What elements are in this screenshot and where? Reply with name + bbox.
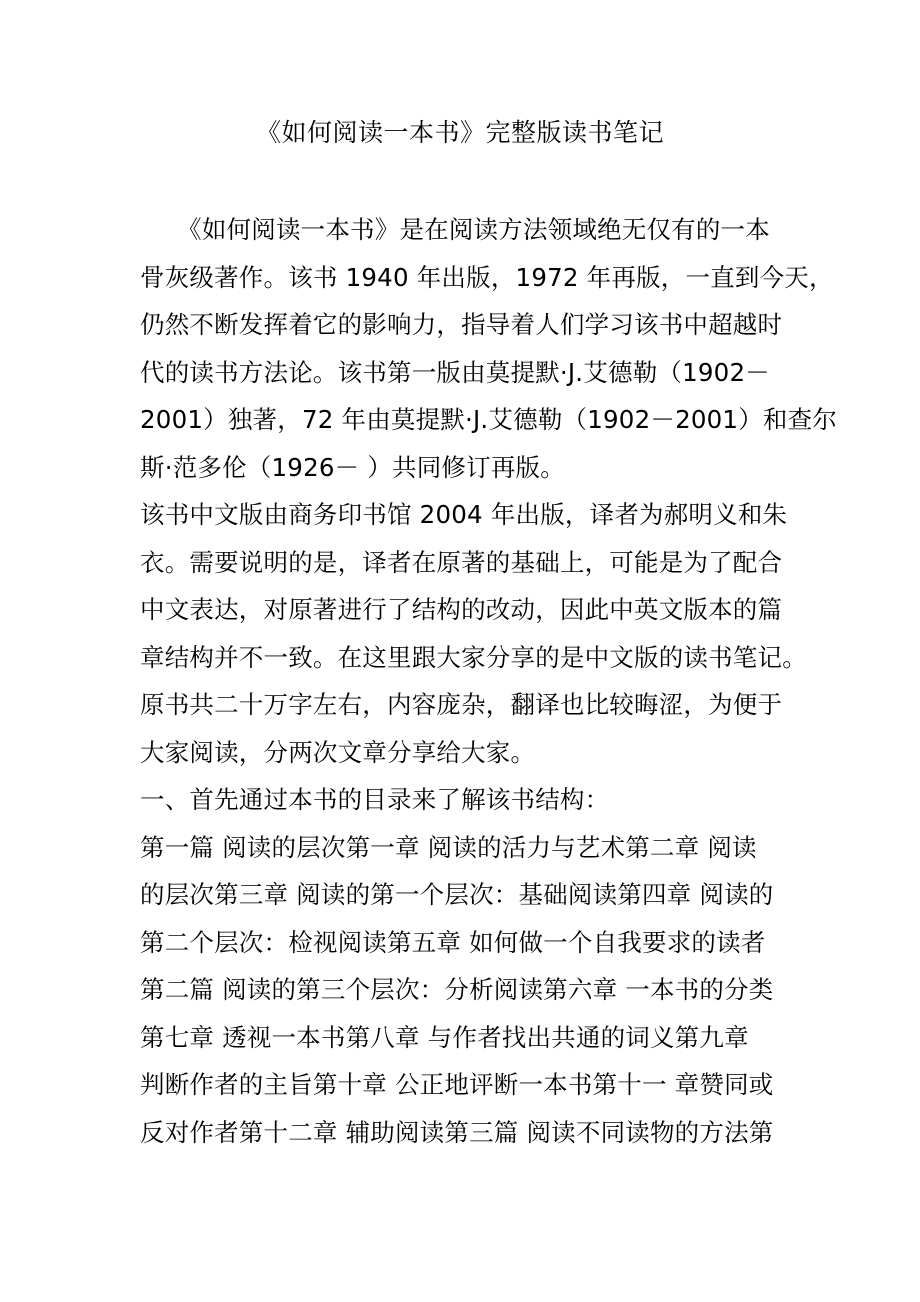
toc-line: 第七章 透视一本书第八章 与作者找出共通的词义第九章: [140, 1022, 749, 1052]
body-line: 大家阅读，分两次文章分享给大家。: [140, 737, 536, 767]
toc-line: 第一篇 阅读的层次第一章 阅读的活力与艺术第二章 阅读: [140, 832, 757, 862]
section-heading: 一、首先通过本书的目录来了解该书结构：: [140, 785, 610, 814]
body-line: 仍然不断发挥着它的影响力，指导着人们学习该书中超越时: [140, 310, 783, 339]
body-line: 骨灰级著作。该书 1940 年出版，1972 年再版，一直到今天，: [140, 262, 834, 292]
body-line: 原书共二十万字左右，内容庞杂，翻译也比较晦涩，为便于: [140, 690, 783, 719]
body-line: 章结构并不一致。在这里跟大家分享的是中文版的读书笔记。: [140, 642, 807, 672]
toc-line: 的层次第三章 阅读的第一个层次：基础阅读第四章 阅读的: [140, 880, 774, 909]
body-line: 该书中文版由商务印书馆 2004 年出版，译者为郝明义和朱: [140, 500, 788, 529]
body-line: 代的读书方法论。该书第一版由莫提默·J.艾德勒（1902－: [140, 357, 770, 387]
body-line: 2001）独著，72 年由莫提默·J.艾德勒（1902－2001）和查尔: [140, 405, 838, 434]
toc-line: 第二个层次：检视阅读第五章 如何做一个自我要求的读者: [140, 927, 766, 957]
body-line: 衣。需要说明的是，译者在原著的基础上，可能是为了配合: [140, 547, 783, 577]
body-line: 中文表达，对原著进行了结构的改动，因此中英文版本的篇: [140, 595, 783, 624]
toc-line: 判断作者的主旨第十章 公正地评断一本书第十一 章赞同或: [140, 1070, 774, 1099]
document-title: 《如何阅读一本书》完整版读书笔记: [255, 118, 664, 147]
toc-line: 反对作者第十二章 辅助阅读第三篇 阅读不同读物的方法第: [140, 1117, 774, 1147]
toc-line: 第二篇 阅读的第三个层次：分析阅读第六章 一本书的分类: [140, 975, 774, 1004]
body-line: 《如何阅读一本书》是在阅读方法领域绝无仅有的一本: [140, 215, 770, 244]
body-line: 斯·范多伦（1926－ ）共同修订再版。: [140, 452, 565, 482]
document-body: [140, 206, 838, 1156]
